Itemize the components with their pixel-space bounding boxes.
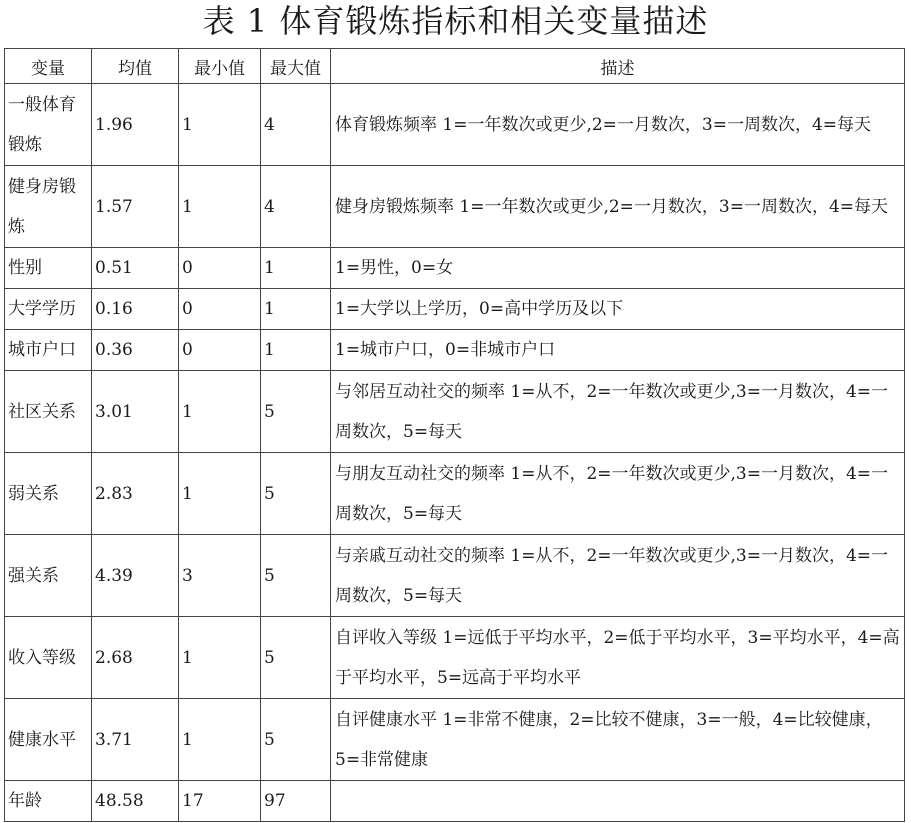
cell-max: 5	[261, 699, 331, 781]
table-row	[5, 248, 905, 289]
cell-min: 17	[179, 781, 261, 822]
cell-mean: 3.71	[92, 699, 179, 781]
cell-description: 与亲戚互动社交的频率 1=从不，2=一年数次或更少,3=一月数次，4=一周数次，5=每天	[331, 535, 905, 617]
cell-variable: 城市户口	[5, 330, 92, 371]
cell-description	[331, 781, 905, 822]
cell-max: 1	[261, 248, 331, 289]
cell-description: 1=男性，0=女	[331, 248, 905, 289]
table-row	[5, 371, 905, 453]
cell-min: 1	[179, 617, 261, 699]
cell-mean: 3.01	[92, 371, 179, 453]
cell-description: 与朋友互动社交的频率 1=从不，2=一年数次或更少,3=一月数次，4=一周数次，5=每天	[331, 453, 905, 535]
cell-mean: 48.58	[92, 781, 179, 822]
cell-max: 4	[261, 84, 331, 166]
cell-min: 0	[179, 289, 261, 330]
cell-min: 1	[179, 84, 261, 166]
table-row	[5, 330, 905, 371]
cell-description: 自评收入等级 1=远低于平均水平，2=低于平均水平，3=平均水平，4=高于平均水平，5=远高于平均水平	[331, 617, 905, 699]
table-title: 表 1 体育锻炼指标和相关变量描述	[202, 2, 709, 40]
cell-variable: 年龄	[5, 781, 92, 822]
cell-min: 0	[179, 330, 261, 371]
cell-min: 1	[179, 166, 261, 248]
cell-variable: 健康水平	[5, 699, 92, 781]
cell-max: 97	[261, 781, 331, 822]
cell-min: 0	[179, 248, 261, 289]
header-min: 最小值	[179, 49, 261, 84]
cell-max: 5	[261, 535, 331, 617]
cell-mean: 1.57	[92, 166, 179, 248]
cell-description: 1=大学以上学历，0=高中学历及以下	[331, 289, 905, 330]
cell-mean: 1.96	[92, 84, 179, 166]
cell-variable: 一般体育锻炼	[5, 84, 92, 166]
cell-max: 5	[261, 617, 331, 699]
table-row	[5, 289, 905, 330]
cell-description: 体育锻炼频率 1=一年数次或更少,2=一月数次，3=一周数次，4=每天	[331, 84, 905, 166]
cell-max: 5	[261, 453, 331, 535]
cell-variable: 性别	[5, 248, 92, 289]
cell-description: 与邻居互动社交的频率 1=从不，2=一年数次或更少,3=一月数次，4=一周数次，5=每天	[331, 371, 905, 453]
header-variable: 变量	[5, 49, 92, 84]
cell-min: 1	[179, 371, 261, 453]
header-max: 最大值	[261, 49, 331, 84]
cell-mean: 0.16	[92, 289, 179, 330]
cell-description: 1=城市户口，0=非城市户口	[331, 330, 905, 371]
cell-description: 自评健康水平 1=非常不健康，2=比较不健康，3=一般，4=比较健康，5=非常健康	[331, 699, 905, 781]
cell-description: 健身房锻炼频率 1=一年数次或更少,2=一月数次，3=一周数次，4=每天	[331, 166, 905, 248]
table-row	[5, 617, 905, 699]
cell-min: 1	[179, 699, 261, 781]
cell-min: 1	[179, 453, 261, 535]
table-header-row	[5, 49, 905, 84]
header-mean: 均值	[92, 49, 179, 84]
variables-table	[4, 48, 905, 822]
cell-mean: 0.36	[92, 330, 179, 371]
cell-mean: 0.51	[92, 248, 179, 289]
cell-max: 1	[261, 330, 331, 371]
cell-mean: 2.68	[92, 617, 179, 699]
cell-variable: 弱关系	[5, 453, 92, 535]
cell-min: 3	[179, 535, 261, 617]
cell-variable: 强关系	[5, 535, 92, 617]
cell-variable: 收入等级	[5, 617, 92, 699]
cell-max: 5	[261, 371, 331, 453]
table-row	[5, 535, 905, 617]
cell-max: 4	[261, 166, 331, 248]
table-row	[5, 699, 905, 781]
table-row	[5, 453, 905, 535]
cell-mean: 2.83	[92, 453, 179, 535]
cell-variable: 健身房锻炼	[5, 166, 92, 248]
cell-max: 1	[261, 289, 331, 330]
header-description: 描述	[331, 49, 905, 84]
table-row	[5, 84, 905, 166]
table-row	[5, 166, 905, 248]
cell-variable: 大学学历	[5, 289, 92, 330]
cell-variable: 社区关系	[5, 371, 92, 453]
table-row	[5, 781, 905, 822]
cell-mean: 4.39	[92, 535, 179, 617]
